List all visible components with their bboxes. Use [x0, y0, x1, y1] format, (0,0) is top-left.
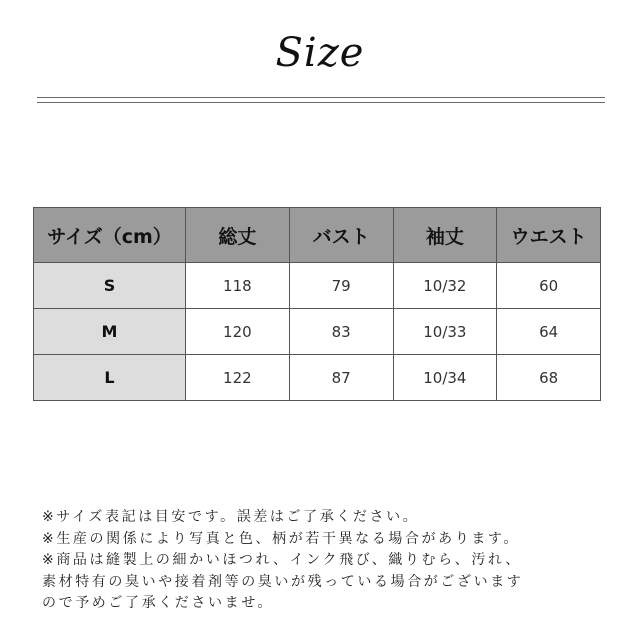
- bust-cell: 87: [289, 355, 393, 401]
- size-label: M: [34, 309, 186, 355]
- header-bust: バスト: [289, 208, 393, 263]
- header-waist: ウエスト: [497, 208, 601, 263]
- table-row: [34, 263, 601, 309]
- sleeve-cell: 10/34: [393, 355, 497, 401]
- sleeve-cell: 10/33: [393, 309, 497, 355]
- length-cell: 120: [186, 309, 290, 355]
- page-title: Size: [275, 30, 365, 76]
- waist-cell: 68: [497, 355, 601, 401]
- waist-cell: 64: [497, 309, 601, 355]
- note-line: 素材特有の臭いや接着剤等の臭いが残っている場合がございます: [42, 573, 524, 590]
- title-divider-top: [37, 97, 605, 98]
- length-cell: 118: [186, 263, 290, 309]
- size-label: L: [34, 355, 186, 401]
- note-line: ※サイズ表記は目安です。誤差はご了承ください。: [42, 509, 420, 525]
- note-line: ※商品は縫製上の細かいほつれ、インク飛び、織りむら、汚れ、: [42, 552, 522, 568]
- table-row: [34, 355, 601, 401]
- table-row: [34, 309, 601, 355]
- note-line: ので予めご了承くださいませ。: [42, 595, 274, 611]
- notes: [42, 507, 622, 615]
- size-table: [33, 207, 601, 401]
- bust-cell: 83: [289, 309, 393, 355]
- size-table-header-row: [34, 208, 601, 263]
- header-sleeve: 袖丈: [393, 208, 497, 263]
- size-label: S: [34, 263, 186, 309]
- header-length: 総丈: [186, 208, 290, 263]
- header-size: サイズ（cm）: [34, 208, 186, 263]
- title-divider-bottom: [37, 102, 605, 103]
- length-cell: 122: [186, 355, 290, 401]
- note-line: ※生産の関係により写真と色、柄が若干異なる場合があります。: [42, 530, 521, 547]
- waist-cell: 60: [497, 263, 601, 309]
- bust-cell: 79: [289, 263, 393, 309]
- sleeve-cell: 10/32: [393, 263, 497, 309]
